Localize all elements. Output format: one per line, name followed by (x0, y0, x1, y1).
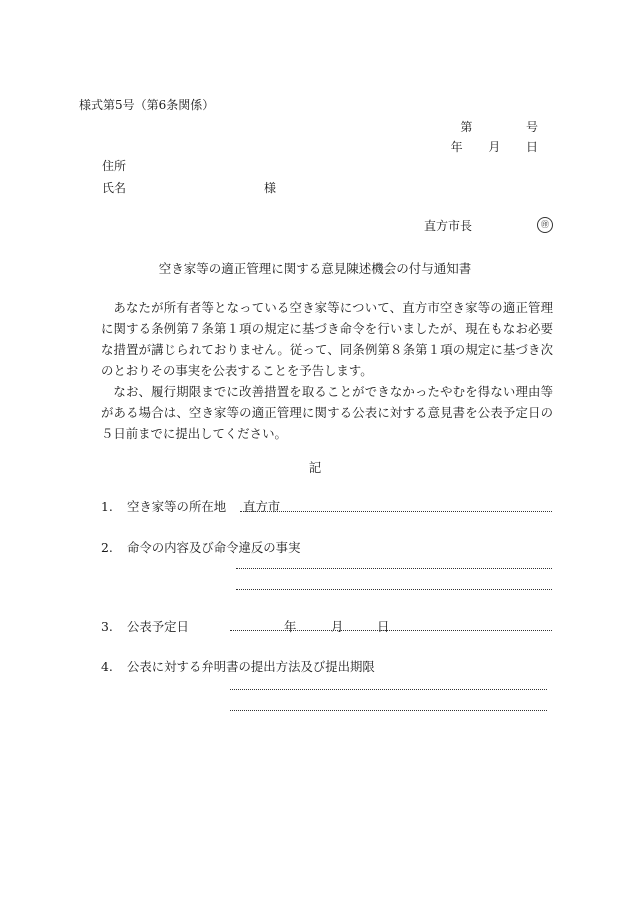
item-label: 空き家等の所在地 (127, 499, 227, 514)
document-body (101, 297, 553, 444)
item-number: 1. (101, 499, 113, 514)
item-label: 公表に対する弁明書の提出方法及び提出期限 (127, 659, 375, 674)
violation-fill-line-2 (236, 589, 552, 590)
item-violation (101, 538, 300, 556)
form-number-label: 様式第5号（第6条関係） (79, 98, 215, 112)
body-paragraph-2: なお、履行期限までに改善措置を取ることができなかったやむを得ない理由等がある場合は、空き家等の適正管理に関する公表に対する意見書を公表予定日の５日前までに提出してください。 (101, 384, 553, 441)
item-number: 4. (101, 659, 113, 674)
submission-fill-line-2 (230, 710, 547, 711)
item-location (101, 497, 226, 515)
ki-heading: 記 (308, 460, 322, 475)
document-number-line (460, 118, 538, 135)
sender-title: 直方市長 (424, 219, 473, 233)
date-year: 年 (450, 140, 463, 154)
name-row (102, 179, 276, 196)
item-label: 公表予定日 (127, 619, 189, 634)
number-suffix: 号 (525, 120, 538, 134)
violation-fill-line-1 (236, 568, 552, 569)
address-label: 住所 (102, 159, 127, 173)
date-month: 月 (488, 140, 501, 154)
seal-mark: ㊞ (537, 217, 553, 233)
item-number: 2. (101, 540, 113, 555)
publication-date-fill-line (230, 630, 552, 631)
honorific: 様 (264, 181, 277, 195)
date-day: 日 (525, 140, 538, 154)
pub-date-month: 月 (331, 619, 344, 634)
document-date-line (451, 138, 538, 155)
pub-date-day: 日 (377, 619, 390, 634)
body-paragraph-1: あなたが所有者等となっている空き家等について、直方市空き家等の適正管理に関する条例第７条第１項の規定に基づき命令を行いましたが、現在もなお必要な措置が講じられておりません。従って、同条例第８条第１項の規定に基づき次のとおりその事実を公表することを予告します。 (101, 300, 553, 378)
document-title: 空き家等の適正管理に関する意見陳述機会の付与通知書 (158, 261, 472, 276)
submission-fill-line-1 (230, 689, 547, 690)
number-prefix: 第 (460, 120, 473, 134)
location-fill-line (240, 511, 552, 512)
item-label: 命令の内容及び命令違反の事実 (127, 540, 301, 555)
item-publication-date (101, 617, 189, 635)
name-label: 氏名 (102, 181, 127, 195)
item-number: 3. (101, 619, 113, 634)
location-value: 直方市 (243, 499, 281, 514)
pub-date-year: 年 (284, 619, 297, 634)
item-submission (101, 657, 375, 675)
